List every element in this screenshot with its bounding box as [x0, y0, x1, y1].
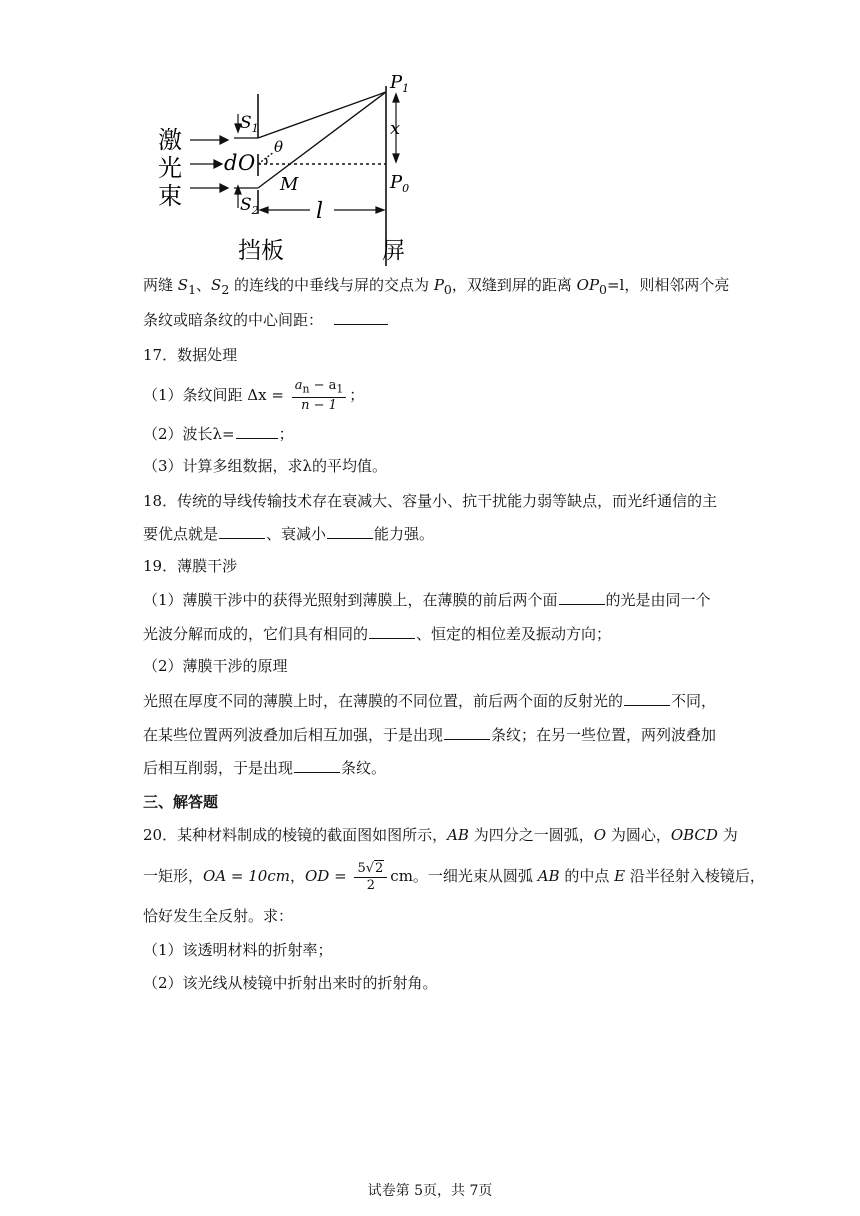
label-l: l [316, 199, 324, 224]
fringe-spacing-fraction: $\frac{a_n - a_1}{n - 1}$ [292, 378, 347, 415]
q16-line2: 条纹或暗条纹的中心间距： [143, 310, 389, 330]
q20-line1: 20．某种材料制成的棱镜的截面图如图所示，AB 为四分之一圆弧，O 为圆心，OBCD 为 [143, 826, 738, 844]
answer-blank[interactable] [444, 725, 490, 740]
q18-line1: 18．传统的导线传输技术存在衰减大、容量小、抗干扰能力弱等缺点，而光纤通信的主 [143, 492, 718, 510]
q19-item1-line2: 光波分解而成的，它们具有相同的 、恒定的相位差及振动方向； [143, 625, 612, 643]
double-slit-diagram [150, 66, 430, 266]
q17-item1: （1）条纹间距 Δx = $\frac{a_n - a_1}{n - 1}$ ； [143, 377, 365, 414]
q20-item2: （2）该光线从棱镜中折射出来时的折射角。 [143, 974, 438, 992]
q19-para-line2: 在某些位置两列波叠加后相互加强，于是出现 条纹；在另一些位置，两列波叠加 [143, 726, 717, 744]
laser-arrows [190, 136, 228, 192]
q19-item1-line1: （1）薄膜干涉中的获得光照射到薄膜上，在薄膜的前后两个面 的光是由同一个 [143, 591, 711, 609]
q20-line2: 一矩形，OA = 10cm，OD = $\frac{5√2}{2}$ cm。一细光束从圆弧 AB 的中点 E 沿半径射入棱镜后， [143, 860, 765, 893]
q18-line2: 要优点就是 、衰减小 能力强。 [143, 525, 435, 543]
answer-blank[interactable] [219, 524, 265, 539]
q16-line1: 两缝 $S_1$、$S_2$ 的连线的中垂线与屏的交点为 $P_0$，双缝到屏的距离 $OP_0=l$，则相邻两个亮 [143, 276, 730, 297]
answer-blank[interactable] [327, 524, 373, 539]
q17-item3: （3）计算多组数据，求λ的平均值。 [143, 457, 388, 475]
answer-blank[interactable] [294, 758, 340, 773]
label-m: M [280, 174, 299, 195]
label-s1: $S_1$ [240, 113, 259, 135]
label-p1: $P_1$ [390, 72, 410, 95]
q19-para-line3: 后相互削弱，于是出现 条纹。 [143, 759, 387, 777]
q17-item2: （2）波长λ= ； [143, 425, 294, 443]
q17-title: 17．数据处理 [143, 346, 238, 364]
q20-item1: （1）该透明材料的折射率； [143, 941, 333, 959]
answer-blank[interactable] [369, 624, 415, 639]
label-screen: 屏 [382, 238, 405, 264]
label-barrier: 挡板 [238, 238, 284, 264]
page-footer: 试卷第 5页，共 7页 [367, 1183, 493, 1199]
q19-item2-title: （2）薄膜干涉的原理 [143, 657, 288, 675]
answer-blank[interactable] [559, 590, 605, 605]
answer-blank[interactable] [334, 310, 388, 325]
label-o: O [238, 151, 256, 175]
answer-blank[interactable] [624, 691, 670, 706]
od-fraction: $\frac{5√2}{2}$ [354, 861, 387, 894]
label-s2: $S_2$ [240, 195, 259, 217]
label-d: d [224, 151, 238, 175]
label-p0: $P_0$ [390, 172, 410, 195]
label-shu: 束 [158, 182, 182, 210]
label-x: x [390, 118, 401, 139]
section-title: 三、解答题 [143, 793, 219, 811]
label-theta: θ [274, 138, 284, 156]
label-ji: 激 [158, 126, 182, 154]
q19-title: 19．薄膜干涉 [143, 557, 238, 575]
label-guang: 光 [158, 154, 182, 182]
q19-para-line1: 光照在厚度不同的薄膜上时，在薄膜的不同位置，前后两个面的反射光的 不同， [143, 692, 717, 710]
answer-blank[interactable] [236, 424, 278, 439]
q20-line3: 恰好发生全反射。求： [143, 907, 294, 925]
